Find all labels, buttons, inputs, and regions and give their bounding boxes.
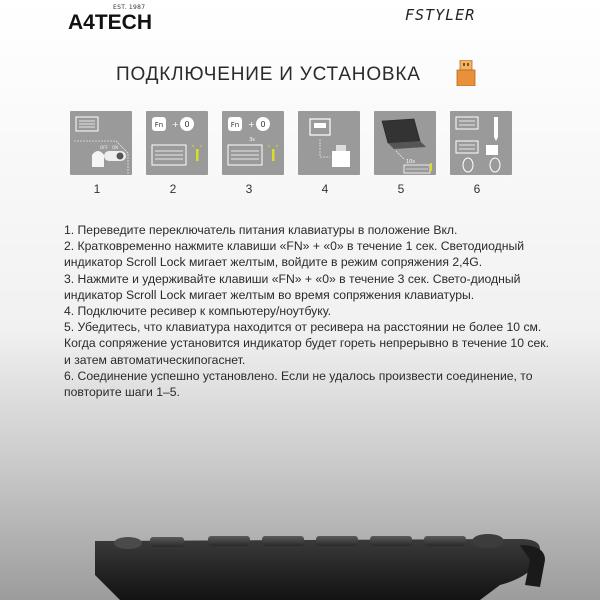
svg-text:+: + bbox=[172, 120, 179, 129]
svg-text:10s: 10s bbox=[406, 159, 415, 165]
svg-text:+: + bbox=[248, 120, 255, 129]
step-panel-4 bbox=[298, 111, 360, 175]
step-number-2: 2 bbox=[169, 182, 177, 196]
step-panel-2 bbox=[146, 111, 208, 175]
step-panel-1 bbox=[70, 111, 132, 175]
svg-text:0: 0 bbox=[260, 120, 266, 129]
svg-text:Fn: Fn bbox=[154, 121, 164, 129]
instruction-step-2: 2. Кратковременно нажмите клавиши «FN» + «0» в течение 1 сек. Светодиодный индикатор Scroll Lock мигает желтым, войдите в режим сопряжения 2,4G. bbox=[64, 239, 525, 270]
svg-text:Fn: Fn bbox=[230, 121, 240, 129]
instruction-step-1: 1. Переведите переключатель питания клавиатуры в положение Вкл. bbox=[64, 223, 458, 237]
fn-zero-long-press-diagram bbox=[222, 111, 284, 175]
svg-text:OFF: OFF bbox=[100, 145, 108, 150]
instruction-step-3: 3. Нажмите и удерживайте клавиши «FN» + «0» в течение 3 сек. Свето-диодный индикатор Scroll Lock мигает желтым во время сопряжения клавиатуры. bbox=[64, 271, 521, 302]
step-number-1: 1 bbox=[93, 182, 101, 196]
step-panel-5 bbox=[374, 111, 436, 175]
connection-success-diagram bbox=[450, 111, 512, 175]
fn-zero-short-press-diagram bbox=[146, 111, 208, 175]
keyboard-illustration bbox=[0, 515, 600, 600]
step-panel-3 bbox=[222, 111, 284, 175]
page-title: ПОДКЛЮЧЕНИЕ И УСТАНОВКА bbox=[116, 64, 421, 85]
step-number-3: 3 bbox=[245, 182, 253, 196]
instruction-step-5: 5. Убедитесь, что клавиатура находится от ресивера на расстоянии не более 10 см. Когда сопряжение установится индикатор будет гореть непрерывно в течение 10 сек. и затем автоматическипогаснет. bbox=[64, 320, 549, 367]
logo-est-label: EST. 1987 bbox=[113, 4, 146, 11]
fstyler-brand: FSTYLER bbox=[405, 6, 476, 24]
step-number-6: 6 bbox=[473, 182, 481, 196]
a4tech-logo bbox=[68, 10, 183, 32]
instructions-text bbox=[64, 222, 554, 400]
keyboard-switch-diagram bbox=[70, 111, 132, 175]
usb-receiver-icon bbox=[456, 60, 476, 86]
svg-text:ON: ON bbox=[112, 145, 119, 150]
svg-text:3s: 3s bbox=[249, 137, 255, 143]
instruction-step-4: 4. Подключите ресивер к компьютеру/ноутбуку. bbox=[64, 304, 331, 319]
receiver-plug-diagram bbox=[298, 111, 360, 175]
step-number-5: 5 bbox=[397, 182, 405, 196]
laptop-distance-diagram bbox=[374, 111, 436, 175]
svg-text:0: 0 bbox=[184, 120, 190, 129]
instruction-step-6: 6. Соединение успешно установлено. Если не удалось произвести соединение, то повторите шаги 1–5. bbox=[64, 368, 533, 400]
step-panel-6 bbox=[450, 111, 512, 175]
svg-text:A4TECH: A4TECH bbox=[68, 11, 153, 32]
step-number-4: 4 bbox=[321, 182, 329, 196]
